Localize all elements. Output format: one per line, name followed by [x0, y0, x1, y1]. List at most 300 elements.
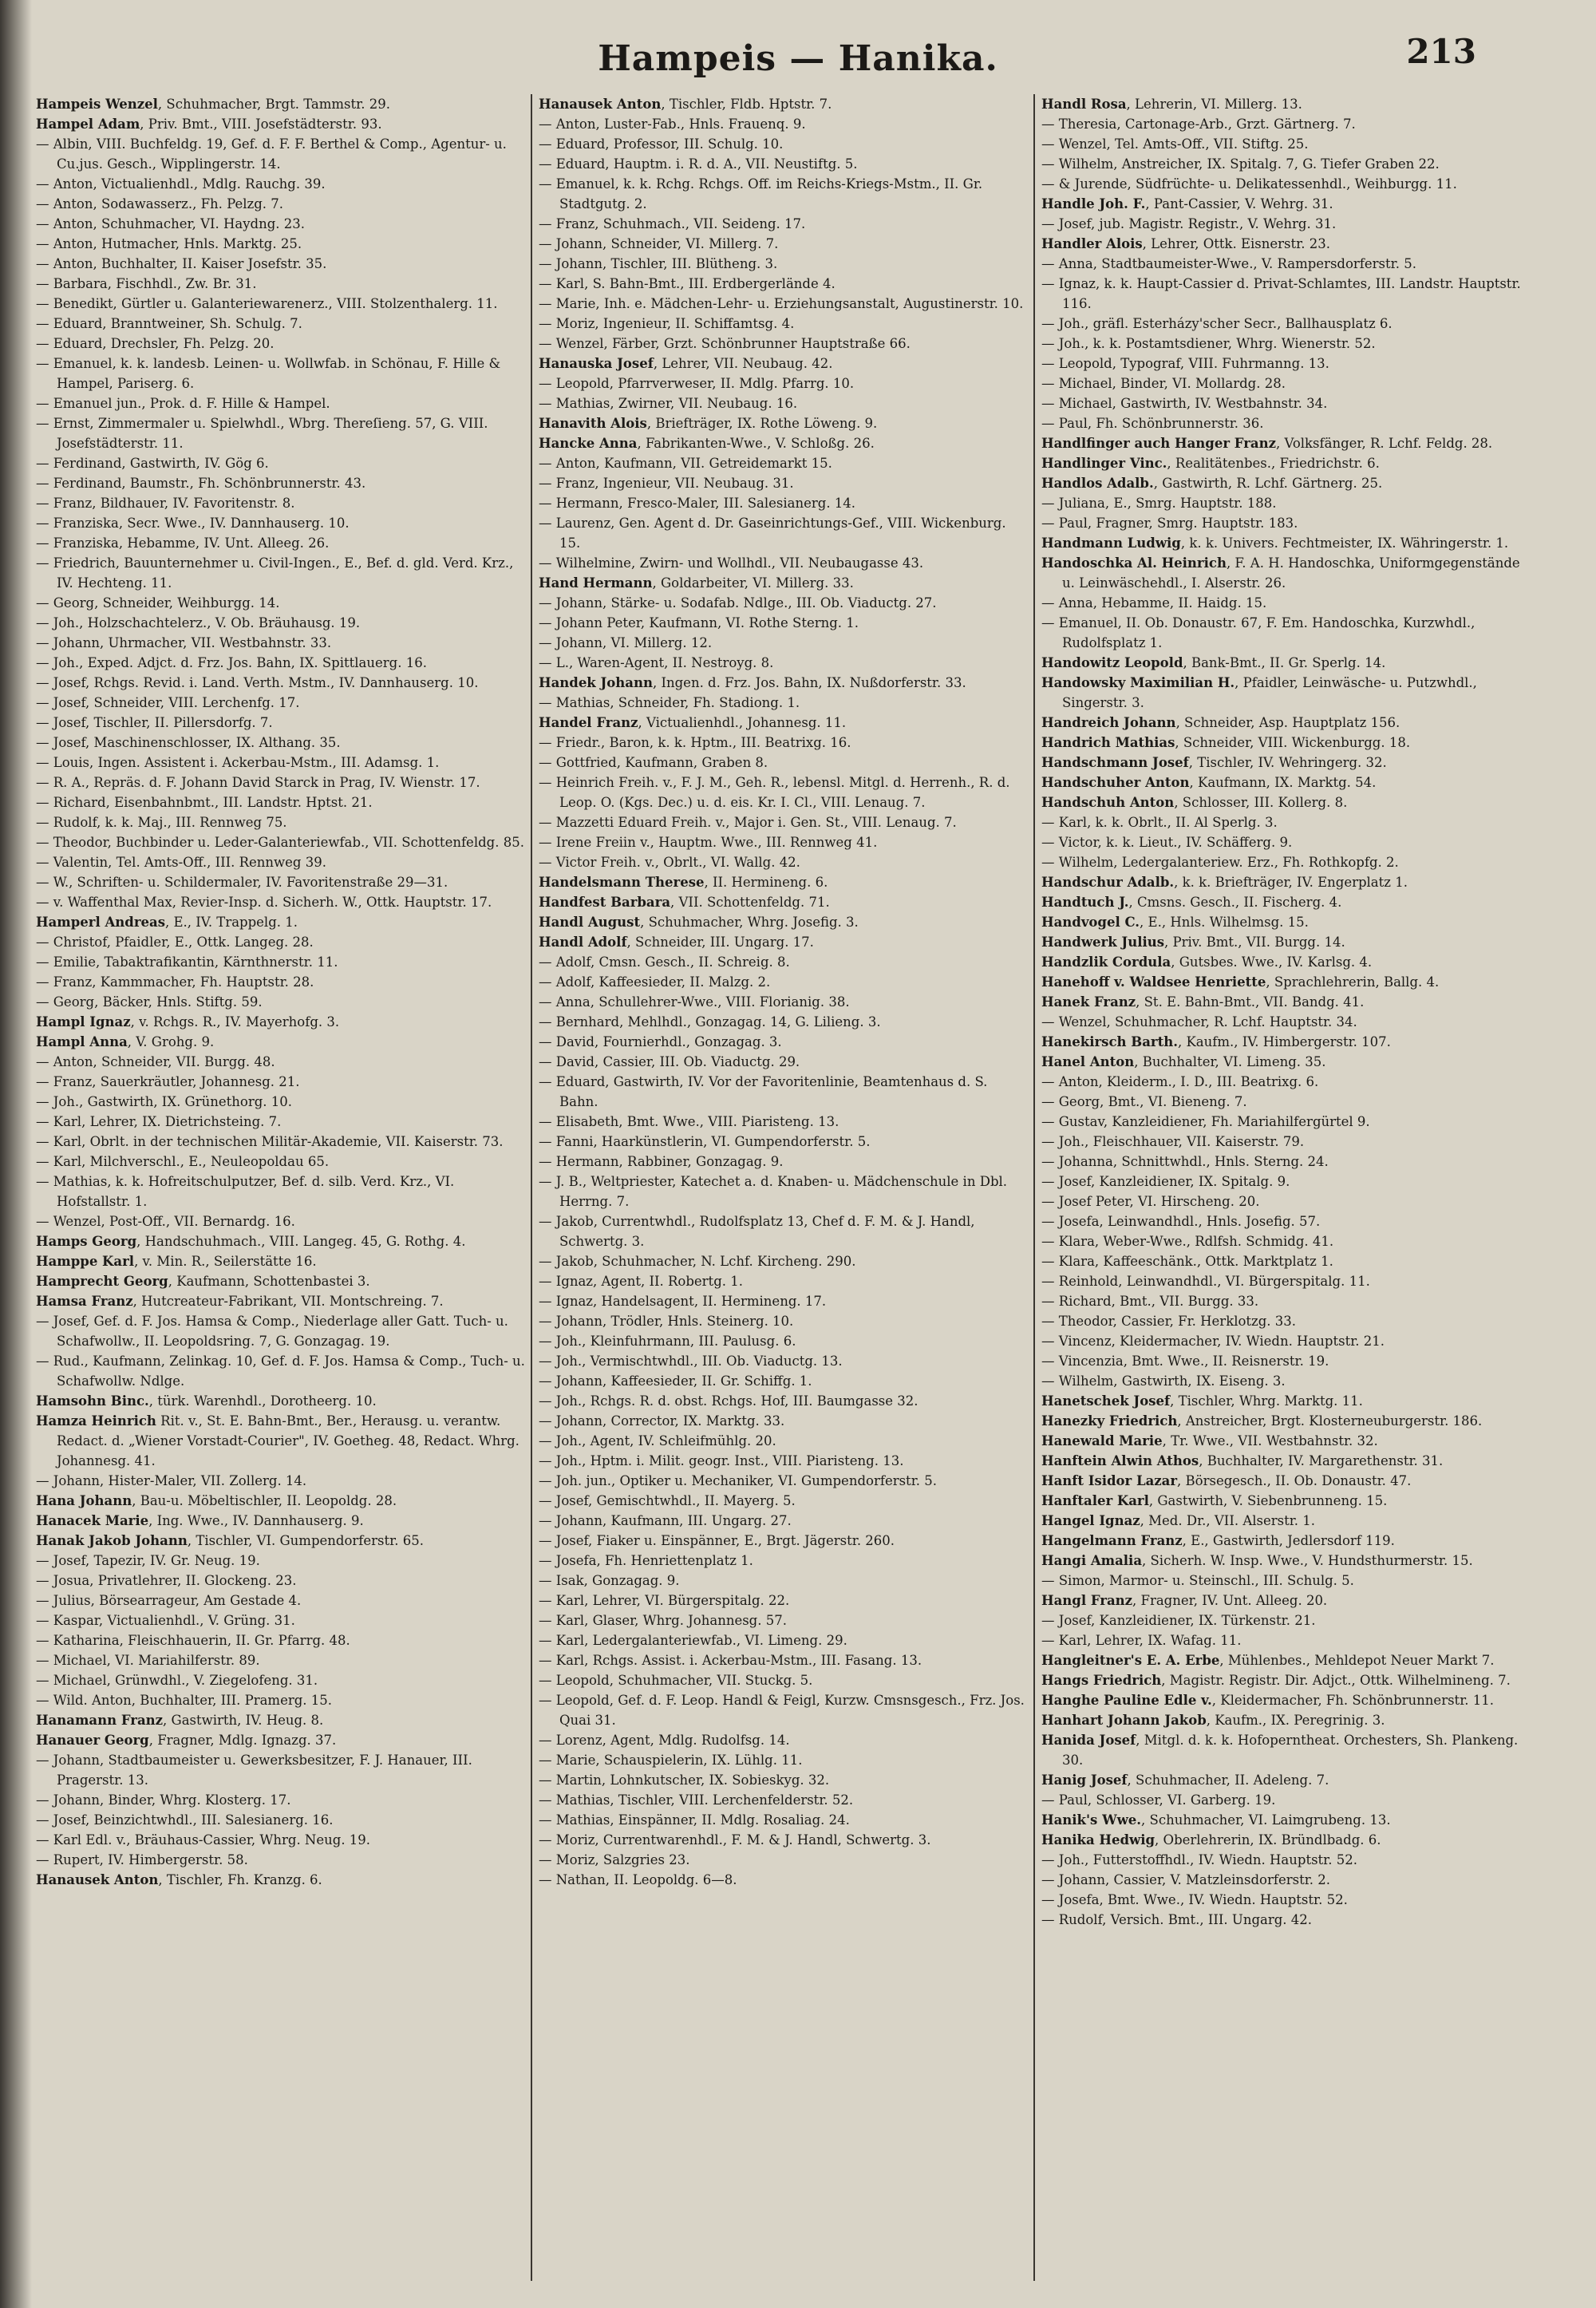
directory-entry: [1041, 832, 1532, 852]
entry-details: , VII. Schottenfeldg. 71.: [670, 895, 830, 910]
entry-details: , Börsegesch., II. Ob. Donaustr. 47.: [1177, 1473, 1412, 1488]
entry-surname: Handrich Mathias: [1041, 735, 1175, 750]
page-title: Hampeis — Hanika.: [598, 38, 998, 79]
directory-entry: [1041, 1072, 1532, 1092]
entry-details: — Albin, VIII. Buchfeldg. 19, Gef. d. F. F. Berthel & Comp., Agentur- u. Cu.jus. Gesch., Wipplingerstr. 14.: [36, 136, 507, 172]
entry-details: — Elisabeth, Bmt. Wwe., VIII. Piaristeng. 13.: [539, 1114, 839, 1129]
entry-surname: Hancke Anna: [539, 436, 638, 451]
directory-entry: [36, 812, 527, 832]
entry-details: — Josef, jub. Magistr. Registr., V. Wehrg. 31.: [1041, 216, 1337, 231]
entry-details: — Ignaz, Handelsagent, II. Hermineng. 17.: [539, 1294, 827, 1309]
directory-entry: [36, 1790, 527, 1810]
directory-entry: [36, 1630, 527, 1650]
entry-details: — Vincenzia, Bmt. Wwe., II. Reisnerstr. 19.: [1041, 1354, 1329, 1369]
entry-surname: Hampl Ignaz: [36, 1014, 131, 1030]
entry-details: — Hermann, Rabbiner, Gonzagag. 9.: [539, 1154, 784, 1169]
entry-details: — Karl, Milchverschl., E., Neuleopoldau 65.: [36, 1154, 330, 1169]
entry-details: — Karl, Lehrer, IX. Dietrichsteing. 7.: [36, 1114, 282, 1129]
directory-entry: [36, 613, 527, 633]
directory-entry: [36, 1591, 527, 1610]
entry-surname: Handschuh Anton: [1041, 795, 1175, 810]
entry-details: — Leopold, Schuhmacher, VII. Stuckg. 5.: [539, 1673, 813, 1688]
entry-details: — Emanuel, k. k. landesb. Leinen- u. Wollwfab. in Schönau, F. Hille & Hampel, Pariserg. 6.: [36, 356, 501, 391]
directory-entry: [539, 1610, 1029, 1630]
directory-entry: [1041, 1251, 1532, 1271]
entry-surname: Hangleitner's E. A. Erbe: [1041, 1653, 1220, 1668]
directory-entry: [36, 533, 527, 553]
directory-entry: [539, 593, 1029, 613]
directory-entry: [1041, 1730, 1532, 1770]
entry-details: — Fanni, Haarkünstlerin, VI. Gumpendorferstr. 5.: [539, 1134, 871, 1149]
entry-details: — Josef, Kanzleidiener, IX. Spitalg. 9.: [1041, 1174, 1290, 1189]
scan-edge-shadow: [0, 0, 32, 2308]
entry-details: , türk. Warenhdl., Dorotheerg. 10.: [148, 1393, 377, 1409]
entry-details: — Martin, Lohnkutscher, IX. Sobieskyg. 32.: [539, 1772, 830, 1788]
directory-entry: [539, 1591, 1029, 1610]
directory-entry: [1041, 1471, 1532, 1491]
directory-entry: [539, 673, 1029, 693]
entry-surname: Handl Rosa: [1041, 97, 1127, 112]
entry-details: — Michael, Gastwirth, IV. Westbahnstr. 34.: [1041, 396, 1328, 411]
directory-entry: [539, 1491, 1029, 1511]
entry-surname: Handschuher Anton: [1041, 775, 1190, 790]
directory-entry: [539, 653, 1029, 673]
directory-entry: [36, 1870, 527, 1890]
entry-details: — Paul, Fh. Schönbrunnerstr. 36.: [1041, 416, 1264, 431]
directory-entry: [539, 174, 1029, 214]
entry-details: — Laurenz, Gen. Agent d. Dr. Gaseinrichtungs-Gef., VIII. Wickenburg. 15.: [539, 516, 1006, 551]
entry-details: , Victualienhdl., Johannesg. 11.: [638, 715, 847, 730]
entry-details: , E., Hnls. Wilhelmsg. 15.: [1140, 915, 1309, 930]
entry-details: — Joh., Vermischtwhdl., III. Ob. Viaductg. 13.: [539, 1354, 843, 1369]
directory-entry: [36, 1531, 527, 1551]
directory-entry: [36, 912, 527, 932]
entry-details: , Lehrer, Ottk. Eisnerstr. 23.: [1142, 236, 1330, 251]
entry-details: — Mathias, Schneider, Fh. Stadiong. 1.: [539, 695, 800, 710]
directory-entry: [539, 1770, 1029, 1790]
directory-entry: [539, 1511, 1029, 1531]
directory-entry: [1041, 1710, 1532, 1730]
entry-surname: Hanhart Johann Jakob: [1041, 1713, 1207, 1728]
directory-entry: [539, 373, 1029, 393]
entry-details: — Franz, Ingenieur, VII. Neubaug. 31.: [539, 476, 794, 491]
entry-surname: Hangi Amalia: [1041, 1553, 1143, 1568]
entry-surname: Hanauer Georg: [36, 1733, 149, 1748]
entry-details: — Karl, Rchgs. Assist. i. Ackerbau-Mstm., III. Fasang. 13.: [539, 1653, 922, 1668]
entry-surname: Hamsohn Binc.: [36, 1393, 149, 1409]
entry-details: — Ernst, Zimmermaler u. Spielwhdl., Wbrg. Thereſieng. 57, G. VIII. Josefstädterstr. 11.: [36, 416, 488, 451]
directory-entry: [539, 114, 1029, 134]
entry-surname: Handelsmann Therese: [539, 875, 705, 890]
entry-details: — Rupert, IV. Himbergerstr. 58.: [36, 1852, 248, 1867]
entry-details: , Sicherh. W. Insp. Wwe., V. Hundsthurmerstr. 15.: [1142, 1553, 1473, 1568]
directory-entry: [36, 952, 527, 972]
entry-details: , Kleidermacher, Fh. Schönbrunnerstr. 11.: [1211, 1693, 1494, 1708]
entry-surname: Handek Johann: [539, 675, 653, 690]
directory-entry: [36, 1132, 527, 1152]
directory-entry: [36, 1012, 527, 1032]
entry-details: , v. Min. R., Seilerstätte 16.: [134, 1254, 317, 1269]
directory-entry: [36, 1491, 527, 1511]
directory-entry: [539, 693, 1029, 713]
entry-details: — Johann Peter, Kaufmann, VI. Rothe Sterng. 1.: [539, 615, 859, 630]
entry-details: — Franz, Bildhauer, IV. Favoritenstr. 8.: [36, 496, 295, 511]
entry-details: — Franziska, Secr. Wwe., IV. Dannhauserg. 10.: [36, 516, 350, 531]
directory-entry: [36, 1391, 527, 1411]
entry-details: — Josef, Kanzleidiener, IX. Türkenstr. 21.: [1041, 1613, 1316, 1628]
entry-details: — Theresia, Cartonage-Arb., Grzt. Gärtnerg. 7.: [1041, 117, 1356, 132]
entry-details: , Fabrikanten-Wwe., V. Schloßg. 26.: [637, 436, 875, 451]
entry-details: , Mühlenbes., Mehldepot Neuer Markt 7.: [1219, 1653, 1495, 1668]
entry-details: , Realitätenbes., Friedrichstr. 6.: [1167, 456, 1380, 471]
directory-entry: [1041, 812, 1532, 832]
directory-entry: [36, 872, 527, 892]
entry-details: — Johann, Corrector, IX. Marktg. 33.: [539, 1413, 785, 1429]
directory-entry: [1041, 1790, 1532, 1810]
column-right: [1041, 94, 1532, 2297]
entry-surname: Hanewald Marie: [1041, 1433, 1163, 1448]
directory-entry: [36, 1271, 527, 1291]
entry-details: , Tischler, IV. Wehringerg. 32.: [1188, 755, 1387, 770]
entry-surname: Hanghe Pauline Edle v.: [1041, 1693, 1212, 1708]
directory-entry: [36, 992, 527, 1012]
entry-surname: Hampl Anna: [36, 1034, 128, 1049]
entry-surname: Hana Johann: [36, 1493, 132, 1508]
entry-details: , Gutsbes. Wwe., IV. Karlsg. 4.: [1171, 954, 1373, 970]
directory-entry: [36, 653, 527, 673]
directory-entry: [36, 1172, 527, 1211]
entry-details: — Wenzel, Färber, Grzt. Schönbrunner Hauptstraße 66.: [539, 336, 911, 351]
directory-entry: [36, 194, 527, 214]
entry-details: , Pfaidler, Leinwäsche- u. Putzwhdl., Singerstr. 3.: [1062, 675, 1477, 710]
directory-entry: [36, 1152, 527, 1172]
entry-details: — Eduard, Hauptm. i. R. d. A., VII. Neustiftg. 5.: [539, 156, 858, 172]
entry-details: — Ferdinand, Gastwirth, IV. Gög 6.: [36, 456, 269, 471]
directory-entry: [539, 1271, 1029, 1291]
entry-details: — Richard, Eisenbahnbmt., III. Landstr. Hptst. 21.: [36, 795, 373, 810]
directory-entry: [539, 753, 1029, 773]
directory-entry: [1041, 1850, 1532, 1870]
directory-entry: [539, 1650, 1029, 1670]
directory-entry: [539, 354, 1029, 373]
entry-details: , Med. Dr., VII. Alserstr. 1.: [1140, 1513, 1316, 1528]
directory-entry: [1041, 992, 1532, 1012]
entry-details: , Ing. Wwe., IV. Dannhauserg. 9.: [148, 1513, 364, 1528]
directory-entry: [36, 513, 527, 533]
directory-entry: [36, 294, 527, 314]
entry-surname: Handzlik Cordula: [1041, 954, 1171, 970]
entry-details: — Isak, Gonzagag. 9.: [539, 1573, 680, 1588]
entry-surname: Handwerk Julius: [1041, 935, 1165, 950]
entry-details: — Anna, Hebamme, II. Haidg. 15.: [1041, 595, 1267, 611]
directory-entry: [1041, 134, 1532, 154]
entry-surname: Hamperl Andreas: [36, 915, 165, 930]
entry-surname: Handl August: [539, 915, 641, 930]
directory-entry: [36, 852, 527, 872]
entry-surname: Hamps Georg: [36, 1234, 137, 1249]
entry-details: — Joh., Hptm. i. Milit. geogr. Inst., VIII. Piaristeng. 13.: [539, 1453, 904, 1468]
entry-surname: Handreich Johann: [1041, 715, 1176, 730]
entry-details: — Josef, Gef. d. F. Jos. Hamsa & Comp., Niederlage aller Gatt. Tuch- u. Schafwollw., II. Leopoldsring. 7, G. Gonzagag. 19.: [36, 1314, 508, 1349]
entry-details: , Schuhmacher, II. Adeleng. 7.: [1127, 1772, 1329, 1788]
column-middle: [539, 94, 1029, 2297]
entry-details: — Josef, Beinzichtwhdl., III. Salesianerg. 16.: [36, 1812, 334, 1828]
entry-details: — Josef, Rchgs. Revid. i. Land. Verth. Mstm., IV. Dannhauserg. 10.: [36, 675, 479, 690]
entry-surname: Hampel Adam: [36, 117, 140, 132]
entry-details: — Franz, Sauerkräutler, Johannesg. 21.: [36, 1074, 300, 1089]
directory-entry: [36, 354, 527, 393]
entry-surname: Hanika Hedwig: [1041, 1832, 1156, 1848]
directory-entry: [539, 1112, 1029, 1132]
entry-details: — David, Cassier, III. Ob. Viaductg. 29.: [539, 1054, 800, 1069]
directory-entry: [1041, 1551, 1532, 1571]
entry-details: , Kaufmann, IX. Marktg. 54.: [1189, 775, 1377, 790]
entry-details: — Johann, Tischler, III. Blütheng. 3.: [539, 256, 778, 271]
directory-entry: [1041, 1511, 1532, 1531]
directory-entry: [36, 1730, 527, 1750]
entry-details: — Eduard, Gastwirth, IV. Vor der Favoritenlinie, Beamtenhaus d. S. Bahn.: [539, 1074, 988, 1109]
directory-entry: [36, 1511, 527, 1531]
directory-entry: [1041, 1371, 1532, 1391]
directory-entry: [36, 1291, 527, 1311]
entry-details: — Joh., Rchgs. R. d. obst. Rchgs. Hof, III. Baumgasse 32.: [539, 1393, 918, 1409]
entry-details: — Paul, Schlosser, VI. Garberg. 19.: [1041, 1792, 1276, 1808]
directory-entry: [539, 1132, 1029, 1152]
directory-entry: [1041, 713, 1532, 733]
entry-surname: Hanak Jakob Johann: [36, 1533, 188, 1548]
entry-surname: Hanezky Friedrich: [1041, 1413, 1178, 1429]
directory-entry: [1041, 1491, 1532, 1511]
directory-entry: [1041, 214, 1532, 234]
entry-details: , Handschuhmach., VIII. Langeg. 45, G. Rothg. 4.: [136, 1234, 466, 1249]
directory-entry: [539, 1172, 1029, 1211]
directory-entry: [1041, 1192, 1532, 1211]
directory-entry: [539, 1152, 1029, 1172]
entry-details: , Schlosser, III. Kollerg. 8.: [1174, 795, 1348, 810]
entry-details: — Klara, Kaffeeschänk., Ottk. Marktplatz 1.: [1041, 1254, 1333, 1269]
directory-entry: [1041, 753, 1532, 773]
entry-details: — v. Waffenthal Max, Revier-Insp. d. Sicherh. W., Ottk. Hauptstr. 17.: [36, 895, 492, 910]
directory-entry: [1041, 733, 1532, 753]
directory-entry: [36, 334, 527, 354]
directory-entry: [539, 1251, 1029, 1271]
entry-surname: Hanig Josef: [1041, 1772, 1128, 1788]
entry-details: , Kaufm., IV. Himbergerstr. 107.: [1177, 1034, 1391, 1049]
entry-details: — Emanuel jun., Prok. d. F. Hille & Hampel.: [36, 396, 330, 411]
directory-entry: [539, 1551, 1029, 1571]
directory-entry: [36, 1411, 527, 1471]
directory-entry: [539, 513, 1029, 553]
directory-entry: [1041, 513, 1532, 533]
directory-entry: [539, 613, 1029, 633]
entry-details: — Johann, Kaufmann, III. Ungarg. 27.: [539, 1513, 792, 1528]
entry-details: — Joh., Gastwirth, IX. Grünethorg. 10.: [36, 1094, 293, 1109]
directory-entry: [1041, 1032, 1532, 1052]
entry-details: , Gastwirth, IV. Heug. 8.: [163, 1713, 324, 1728]
entry-details: — Christof, Pfaidler, E., Ottk. Langeg. 28.: [36, 935, 314, 950]
entry-details: , v. Rchgs. R., IV. Mayerhofg. 3.: [130, 1014, 340, 1030]
directory-entry: [539, 812, 1029, 832]
directory-entry: [36, 1830, 527, 1850]
directory-entry: [539, 733, 1029, 753]
directory-entry: [1041, 274, 1532, 314]
directory-entry: [1041, 1052, 1532, 1072]
entry-details: — Wilhelm, Anstreicher, IX. Spitalg. 7, G. Tiefer Graben 22.: [1041, 156, 1440, 172]
entry-surname: Handschur Adalb.: [1041, 875, 1175, 890]
directory-entry: [539, 1830, 1029, 1850]
entry-details: — Johann, Uhrmacher, VII. Westbahnstr. 33.: [36, 635, 332, 650]
directory-entry: [1041, 1391, 1532, 1411]
entry-details: , Kaufm., IX. Peregrinig. 3.: [1206, 1713, 1385, 1728]
directory-entry: [1041, 174, 1532, 194]
entry-details: — Marie, Inh. e. Mädchen-Lehr- u. Erziehungsanstalt, Augustinerstr. 10.: [539, 296, 1024, 311]
entry-details: — Vincenz, Kleidermacher, IV. Wiedn. Hauptstr. 21.: [1041, 1334, 1385, 1349]
entry-details: — Johann, Binder, Whrg. Klosterg. 17.: [36, 1792, 291, 1808]
directory-entry: [36, 1551, 527, 1571]
entry-details: — Moriz, Currentwarenhdl., F. M. & J. Handl, Schwertg. 3.: [539, 1832, 931, 1848]
entry-details: — Karl, Lehrer, IX. Wafag. 11.: [1041, 1633, 1242, 1648]
entry-details: — Karl, Lehrer, VI. Bürgerspitalg. 22.: [539, 1593, 790, 1608]
directory-entry: [539, 872, 1029, 892]
directory-entry: [36, 832, 527, 852]
entry-surname: Hamppe Karl: [36, 1254, 135, 1269]
directory-entry: [1041, 1311, 1532, 1331]
entry-details: — Mathias, Tischler, VIII. Lerchenfelderstr. 52.: [539, 1792, 854, 1808]
entry-details: — Anton, Kleiderm., I. D., III. Beatrixg. 6.: [1041, 1074, 1319, 1089]
entry-details: — Ignaz, Agent, II. Robertg. 1.: [539, 1274, 743, 1289]
entry-details: , Schneider, Asp. Hauptplatz 156.: [1175, 715, 1400, 730]
directory-entry: [1041, 1152, 1532, 1172]
directory-entry: [539, 1391, 1029, 1411]
entry-details: — Eduard, Drechsler, Fh. Pelzg. 20.: [36, 336, 275, 351]
entry-details: — W., Schriften- u. Schildermaler, IV. Favoritenstraße 29—31.: [36, 875, 448, 890]
entry-details: — Josua, Privatlehrer, II. Glockeng. 23.: [36, 1573, 297, 1588]
column-divider: [1033, 94, 1035, 2281]
directory-entry: [539, 932, 1029, 952]
entry-surname: Handoschka Al. Heinrich: [1041, 555, 1227, 571]
directory-entry: [1041, 1271, 1532, 1291]
entry-details: — Johann, Stadtbaumeister u. Gewerksbesitzer, F. J. Hanauer, III. Pragerstr. 13.: [36, 1753, 472, 1788]
entry-details: — Anton, Sodawasserz., Fh. Pelzg. 7.: [36, 196, 284, 211]
directory-entry: [36, 1072, 527, 1092]
directory-entry: [36, 393, 527, 413]
entry-surname: Hangelmann Franz: [1041, 1533, 1183, 1548]
directory-entry: [539, 493, 1029, 513]
directory-entry: [1041, 94, 1532, 114]
directory-entry: [1041, 493, 1532, 513]
entry-details: — Rudolf, Versich. Bmt., III. Ungarg. 42.: [1041, 1912, 1313, 1927]
entry-details: — Leopold, Gef. d. F. Leop. Handl & Feigl, Kurzw. Cmsnsgesch., Frz. Jos. Quai 31.: [539, 1693, 1025, 1728]
entry-details: — Klara, Weber-Wwe., Rdlfsh. Schmidg. 41.: [1041, 1234, 1334, 1249]
directory-entry: [1041, 1351, 1532, 1371]
directory-entry: [1041, 1690, 1532, 1710]
directory-entry: [1041, 1610, 1532, 1630]
entry-details: — Anna, Schullehrer-Wwe., VIII. Florianig. 38.: [539, 994, 850, 1010]
entry-details: — David, Fournierhdl., Gonzagag. 3.: [539, 1034, 782, 1049]
entry-details: — Jakob, Currentwhdl., Rudolfsplatz 13, Chef d. F. M. & J. Handl, Schwertg. 3.: [539, 1214, 975, 1249]
entry-details: , V. Grohg. 9.: [127, 1034, 215, 1049]
entry-details: — Leopold, Pfarrverweser, II. Mdlg. Pfarrg. 10.: [539, 376, 855, 391]
directory-entry: [1041, 114, 1532, 134]
directory-entry: [36, 214, 527, 234]
entry-details: — Anton, Kaufmann, VII. Getreidemarkt 15.: [539, 456, 832, 471]
entry-details: — Ferdinand, Baumstr., Fh. Schönbrunnerstr. 43.: [36, 476, 366, 491]
entry-details: — Victor, k. k. Lieut., IV. Schäfferg. 9.: [1041, 835, 1293, 850]
entry-details: — Josef, Maschinenschlosser, IX. Althang. 35.: [36, 735, 341, 750]
entry-details: , Ingen. d. Frz. Jos. Bahn, IX. Nußdorferstr. 33.: [652, 675, 966, 690]
directory-entry: [36, 473, 527, 493]
entry-details: — Gottfried, Kaufmann, Graben 8.: [539, 755, 768, 770]
directory-entry: [36, 792, 527, 812]
entry-surname: Hanausek Anton: [539, 97, 662, 112]
directory-entry: [539, 852, 1029, 872]
entry-details: — Georg, Bmt., VI. Bieneng. 7.: [1041, 1094, 1247, 1109]
entry-surname: Hanamann Franz: [36, 1713, 164, 1728]
entry-details: — Michael, Grünwdhl., V. Ziegelofeng. 31.: [36, 1673, 318, 1688]
directory-entry: [539, 94, 1029, 114]
directory-entry: [1041, 553, 1532, 593]
entry-details: , Hutcreateur-Fabrikant, VII. Montschreing. 7.: [132, 1294, 444, 1309]
directory-entry: [36, 1690, 527, 1710]
directory-entry: [1041, 1331, 1532, 1351]
entry-details: — Irene Freiin v., Hauptm. Wwe., III. Rennweg 41.: [539, 835, 878, 850]
directory-entry: [36, 972, 527, 992]
entry-details: — Barbara, Fischhdl., Zw. Br. 31.: [36, 276, 257, 291]
entry-details: — Victor Freih. v., Obrlt., VI. Wallg. 42.: [539, 855, 800, 870]
entry-details: — Mathias, Einspänner, II. Mdlg. Rosaliag. 24.: [539, 1812, 850, 1828]
directory-entry: [539, 1630, 1029, 1650]
entry-details: — Moriz, Ingenieur, II. Schiffamtsg. 4.: [539, 316, 795, 331]
directory-entry: [36, 1850, 527, 1870]
directory-entry: [1041, 613, 1532, 653]
directory-entry: [539, 1750, 1029, 1770]
directory-entry: [1041, 792, 1532, 812]
page-number: 213: [1406, 32, 1476, 71]
entry-surname: Hanauska Josef: [539, 356, 654, 371]
directory-entry: [539, 1451, 1029, 1471]
directory-entry: [1041, 1830, 1532, 1850]
entry-details: — Anton, Schuhmacher, VI. Haydng. 23.: [36, 216, 306, 231]
entry-surname: Hangl Franz: [1041, 1593, 1133, 1608]
entry-details: — Bernhard, Mehlhdl., Gonzagag. 14, G. Lilieng. 3.: [539, 1014, 881, 1030]
entry-details: — Wilhelm, Ledergalanteriew. Erz., Fh. Rothkopfg. 2.: [1041, 855, 1399, 870]
directory-entry: [1041, 154, 1532, 174]
directory-entry: [36, 1112, 527, 1132]
directory-entry: [539, 1431, 1029, 1451]
entry-details: — Georg, Bäcker, Hnls. Stiftg. 59.: [36, 994, 263, 1010]
entry-details: , Pant-Cassier, V. Wehrg. 31.: [1145, 196, 1333, 211]
entry-details: , Schuhmacher, Whrg. Josefig. 3.: [640, 915, 859, 930]
directory-entry: [36, 1052, 527, 1072]
column-divider: [531, 94, 532, 2281]
entry-surname: Hangs Friedrich: [1041, 1673, 1162, 1688]
directory-entry: [36, 1610, 527, 1630]
directory-entry: [1041, 932, 1532, 952]
directory-entry: [539, 393, 1029, 413]
entry-details: — Michael, Binder, VI. Mollardg. 28.: [1041, 376, 1286, 391]
directory-entry: [539, 453, 1029, 473]
directory-entry: [1041, 433, 1532, 453]
directory-entry: [1041, 1092, 1532, 1112]
entry-details: — Johann, Schneider, VI. Millerg. 7.: [539, 236, 779, 251]
entry-details: , Schuhmacher, Brgt. Tammstr. 29.: [157, 97, 390, 112]
column-left: [36, 94, 527, 2297]
entry-surname: Hanida Josef: [1041, 1733, 1136, 1748]
entry-details: — Josef, Tapezir, IV. Gr. Neug. 19.: [36, 1553, 260, 1568]
entry-details: — Nathan, II. Leopoldg. 6—8.: [539, 1872, 737, 1887]
directory-entry: [539, 1291, 1029, 1311]
entry-details: , Schneider, VIII. Wickenburgg. 18.: [1175, 735, 1411, 750]
